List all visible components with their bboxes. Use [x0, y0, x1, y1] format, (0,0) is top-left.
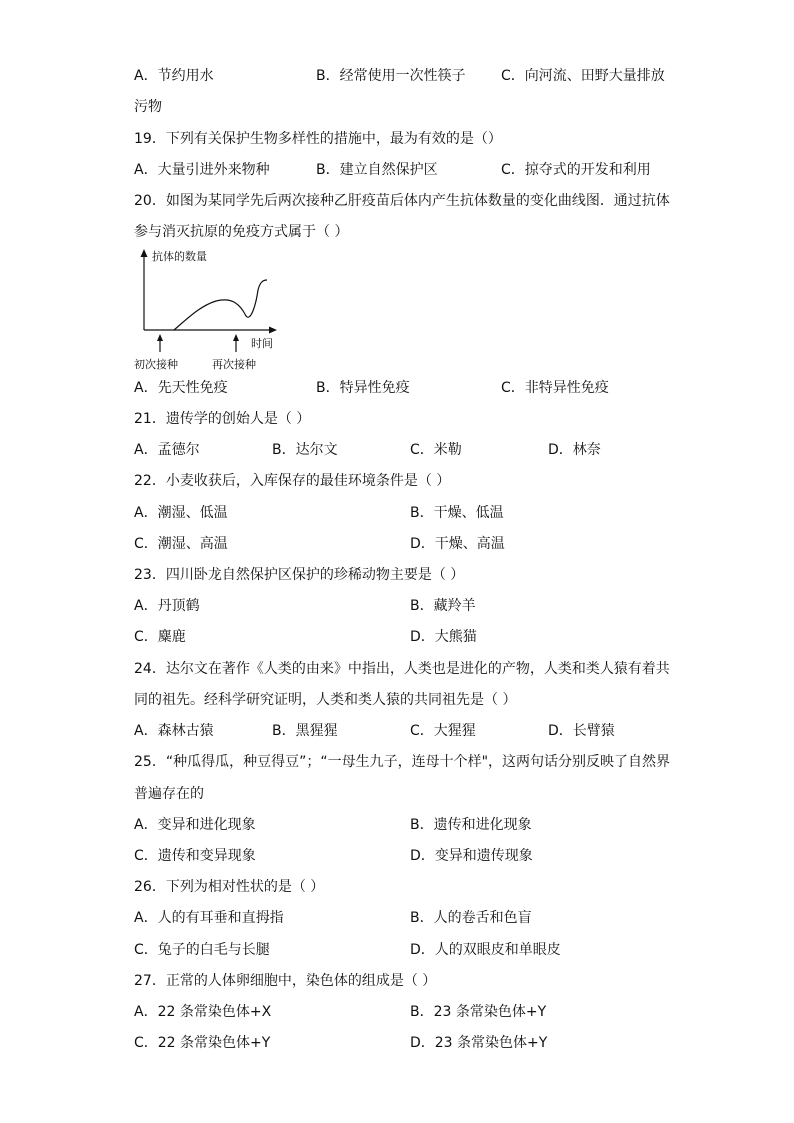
q20-option-b: B．特异性免疫 — [316, 380, 410, 396]
q18-option-c: C．向河流、田野大量排放 — [501, 68, 665, 84]
q25-option-d: D．变异和遗传现象 — [410, 848, 533, 864]
q19-option-c: C．掠夺式的开发和利用 — [501, 162, 651, 178]
q27-stem: 27．正常的人体卵细胞中，染色体的组成是（ ） — [134, 973, 437, 989]
q24-option-b: B．黑猩猩 — [272, 723, 338, 739]
q21-stem: 21．遗传学的创始人是（ ） — [134, 411, 311, 427]
q25-option-b: B．遗传和进化现象 — [410, 817, 532, 833]
q24-option-c: C．大猩猩 — [410, 723, 476, 739]
q20-option-c: C．非特异性免疫 — [501, 380, 609, 396]
x-axis-arrow — [269, 327, 277, 334]
q26-stem: 26．下列为相对性状的是（ ） — [134, 879, 325, 895]
q19-stem: 19．下列有关保护生物多样性的措施中，最为有效的是（） — [134, 131, 502, 147]
q26-option-d: D．人的双眼皮和单眼皮 — [410, 942, 561, 958]
q18-option-c-continued: 污物 — [134, 99, 162, 115]
q19-option-a: A．大量引进外来物种 — [134, 162, 270, 178]
q24-stem-line2: 同的祖先。经科学研究证明，人类和类人猿的共同祖先是（ ） — [134, 692, 517, 708]
q25-stem-line1: 25．“种瓜得瓜，种豆得豆”；“一母生九子，连母十个样"，这两句话分别反映了自然界 — [134, 754, 671, 770]
y-axis-arrow — [141, 249, 148, 257]
antibody-curve-figure — [130, 244, 280, 374]
q24-stem-line1: 24．达尔文在著作《人类的由来》中指出，人类也是进化的产物，人类和类人猿有着共 — [134, 661, 670, 677]
q26-option-c: C．兔子的白毛与长腿 — [134, 942, 270, 958]
q24-option-a: A．森林古猿 — [134, 723, 214, 739]
q21-option-d: D．林奈 — [548, 442, 601, 458]
q20-stem-line1: 20．如图为某同学先后两次接种乙肝疫苗后体内产生抗体数量的变化曲线图．通过抗体 — [134, 193, 670, 209]
q21-option-b: B．达尔文 — [272, 442, 338, 458]
q18-option-a: A．节约用水 — [134, 68, 214, 84]
q18-option-b: B．经常使用一次性筷子 — [316, 68, 466, 84]
q24-option-d: D．长臂猿 — [548, 723, 615, 739]
q27-option-b: B．23 条常染色体+Y — [410, 1004, 547, 1020]
q20-stem-line2: 参与消灭抗原的免疫方式属于（ ） — [134, 224, 349, 240]
q25-option-c: C．遗传和变异现象 — [134, 848, 256, 864]
q25-stem-line2: 普遍存在的 — [134, 786, 204, 802]
q23-option-d: D．大熊猫 — [410, 629, 477, 645]
q26-option-a: A．人的有耳垂和直拇指 — [134, 910, 284, 926]
q27-option-c: C．22 条常染色体+Y — [134, 1035, 271, 1051]
q26-option-b: B．人的卷舌和色盲 — [410, 910, 532, 926]
q22-option-c: C．潮湿、高温 — [134, 536, 228, 552]
q22-option-a: A．潮湿、低温 — [134, 505, 228, 521]
q20-option-a: A．先天性免疫 — [134, 380, 228, 396]
q23-stem: 23．四川卧龙自然保护区保护的珍稀动物主要是（ ） — [134, 567, 465, 583]
second-vaccination-label: 再次接种 — [212, 358, 256, 371]
q25-option-a: A．变异和进化现象 — [134, 817, 256, 833]
q23-option-a: A．丹顶鹤 — [134, 598, 200, 614]
first-vaccination-label: 初次接种 — [134, 358, 178, 371]
q23-option-b: B．藏羚羊 — [410, 598, 476, 614]
q21-option-a: A．孟德尔 — [134, 442, 200, 458]
q22-option-b: B．干燥、低温 — [410, 505, 504, 521]
q23-option-c: C．麋鹿 — [134, 629, 186, 645]
q27-option-a: A．22 条常染色体+X — [134, 1004, 272, 1020]
antibody-curve — [174, 280, 267, 330]
q22-stem: 22．小麦收获后，入库保存的最佳环境条件是（ ） — [134, 473, 451, 489]
q27-option-d: D．23 条常染色体+Y — [410, 1035, 548, 1051]
q22-option-d: D．干燥、高温 — [410, 536, 505, 552]
q19-option-b: B．建立自然保护区 — [316, 162, 438, 178]
y-axis-label: 抗体的数量 — [152, 250, 207, 263]
q21-option-c: C．米勒 — [410, 442, 462, 458]
x-axis-label: 时间 — [251, 337, 273, 350]
